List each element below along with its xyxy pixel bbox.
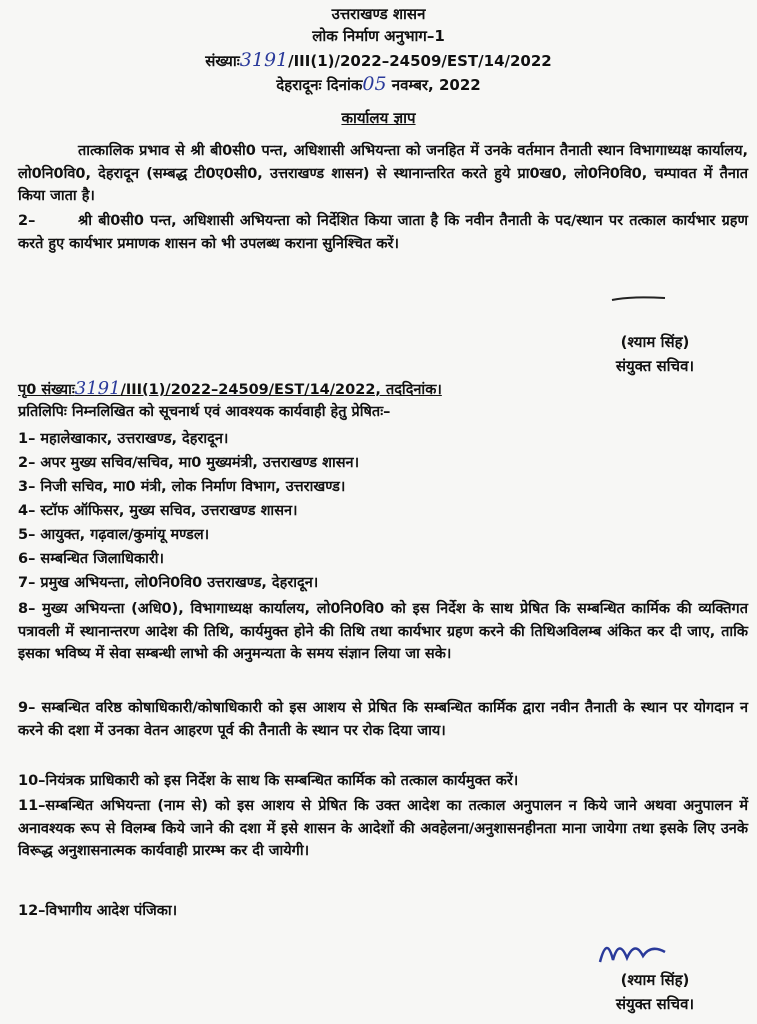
copy-list-item: 11–सम्बन्धित अभियन्ता (नाम से) को इस आशय से प्रेषित कि उक्त आदेश का तत्काल अनुपालन न किये जाने अथवा अनुपालन में अनावश्यक रूप से विलम्ब किये जाने की दशा में इसे शासन के आदेशों की अवहेलना/अनुशासनहीनता माना जायेगा तथा इसके लिए उनके विरूद्ध अनुशासनात्मक कार्यवाही प्रारम्भ कर दी जायेगी। [18, 798, 748, 859]
copy-list-item: 2– अपर मुख्य सचिव/सचिव, मा0 मुख्यमंत्री, उत्तराखण्ड शासन। [18, 455, 360, 471]
memo-title: कार्यालय ज्ञाप [341, 109, 416, 127]
copy-list-item: 8– मुख्य अभियन्ता (अधि0), विभागाध्यक्ष कार्यालय, लो0नि0वि0 को इस निर्देश के साथ प्रेषित कि सम्बन्धित कार्मिक की व्यक्तिगत पत्रावली में स्थानान्तरण आदेश की तिथि, कार्यमुक्त होने की तिथि तथा कार्यभार ग्रहण करने की तिथिअविलम्ब अंकित कर दी जाए, ताकि इसका भविष्य में सेवा सम्बन्धी लाभो की अनुमन्यता के समय संज्ञान लिया जा सके। [18, 601, 748, 662]
endorsement-handwritten-number: 3191 [74, 378, 121, 399]
copy-to-heading: प्रतिलिपिः निम्नलिखित को सूचनार्थ एवं आवश्यक कार्यवाही हेतु प्रेषितः– [18, 404, 391, 420]
paragraph-1: तात्कालिक प्रभाव से श्री बी0सी0 पन्त, अधिशासी अभियन्ता को जनहित में उनके वर्तमान तैनाती स्थान विभागाध्यक्ष कार्यालय, लो0नि0वि0, देहरादून (सम्बद्ध टी0ए0सी0, उत्तराखण्ड शासन) से स्थानान्तरित करते हुये प्रा0ख0, लो0नि0वि0, चम्पावत में तैनात किया जाता है। [18, 143, 748, 204]
reference-number [0, 50, 757, 71]
paragraph-2-text: श्री बी0सी0 पन्त, अधिशासी अभियन्ता को निर्देशित किया जाता है कि नवीन तैनाती के पद/स्थान पर तत्काल कार्यभार ग्रहण करते हुए कार्यभार प्रमाणक शासन को भी उपलब्ध कराना सुनिश्चित करें। [18, 213, 748, 252]
signature-block-2 [590, 968, 720, 1016]
handwritten-date: 05 [362, 73, 387, 95]
endorsement-number [18, 378, 757, 402]
signatory-name: (श्याम सिंह) [620, 971, 690, 989]
handwritten-number: 3191 [239, 49, 289, 71]
signatory-name: (श्याम सिंह) [620, 333, 690, 351]
government-name: उत्तराखण्ड शासन [331, 5, 426, 23]
copy-list-item: 1– महालेखाकार, उत्तराखण्ड, देहरादून। [18, 431, 229, 447]
place-date [0, 74, 757, 95]
copy-list-item: 6– सम्बन्धित जिलाधिकारी। [18, 551, 165, 567]
place-date-label: देहरादूनः दिनांक [276, 76, 363, 94]
signatory-designation: संयुक्त सचिव। [615, 357, 695, 375]
endorsement-label: पृ0 संख्याः [18, 382, 75, 398]
copy-list-item: 10–नियंत्रक प्राधिकारी को इस निर्देश के साथ कि सम्बन्धित कार्मिक को तत्काल कार्यमुक्त करें। [18, 773, 519, 789]
signatory-designation: संयुक्त सचिव। [615, 995, 695, 1013]
copy-list-item: 5– आयुक्त, गढ़वाल/कुमांयू मण्डल। [18, 527, 210, 543]
copy-list-item: 3– निजी सचिव, मा0 मंत्री, लोक निर्माण विभाग, उत्तराखण्ड। [18, 479, 346, 495]
number-rest: /III(1)/2022–24509/EST/14/2022 [288, 52, 552, 70]
signature-block-1 [580, 330, 730, 378]
number-label: संख्याः [205, 52, 240, 70]
signature-mark-2 [595, 930, 675, 970]
copy-list-item: 4– स्टॉफ ऑफिसर, मुख्य सचिव, उत्तराखण्ड शासन। [18, 503, 298, 519]
department-name: लोक निर्माण अनुभाग–1 [312, 27, 445, 45]
paragraph-2 [18, 210, 748, 255]
endorsement-number-rest: /III(1)/2022–24509/EST/14/2022, तददिनांक। [120, 382, 442, 398]
copy-list-item: 12–विभागीय आदेश पंजिका। [18, 903, 178, 919]
signature-mark-1 [610, 292, 670, 304]
copy-list-item: 9– सम्बन्धित वरिष्ठ कोषाधिकारी/कोषाधिकारी को इस आशय से प्रेषित कि सम्बन्धित कार्मिक द्वारा नवीन तैनाती के स्थान पर योगदान न करने की दशा में उनका वेतन आहरण पूर्व की तैनाती के स्थान पर रोक दिया जाय। [18, 700, 748, 739]
date-rest: नवम्बर, 2022 [391, 76, 481, 94]
paragraph-2-number: 2– [18, 213, 36, 229]
copy-list-item: 7– प्रमुख अभियन्ता, लो0नि0वि0 उत्तराखण्ड, देहरादून। [18, 575, 319, 591]
